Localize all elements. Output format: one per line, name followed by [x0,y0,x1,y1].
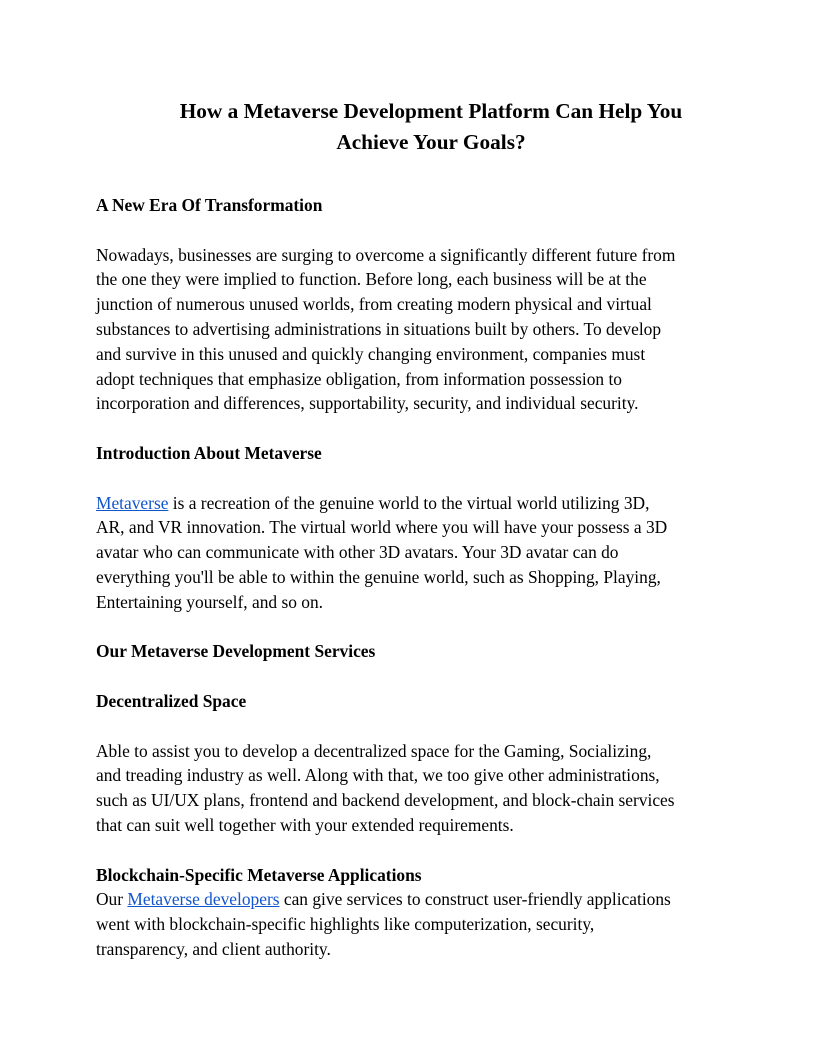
paragraph-line: adopt techniques that emphasize obligation, from information possession to [96,368,622,389]
paragraph-line-text: is a recreation of the genuine world to the virtual world utilizing 3D, [168,492,650,513]
paragraph-line: junction of numerous unused worlds, from creating modern physical and virtual [96,294,652,315]
paragraph-line: that can suit well together with your extended requirements. [96,814,514,835]
metaverse-link[interactable]: Metaverse [96,492,169,513]
paragraph-line: went with blockchain-specific highlights like computerization, security, [96,914,595,935]
paragraph-line: Able to assist you to develop a decentralized space for the Gaming, Socializing, [96,740,652,761]
paragraph-line [96,887,736,912]
paragraph-line: AR, and VR innovation. The virtual world where you will have your possess a 3D [96,517,668,538]
paragraph-line-prefix: Our [96,889,128,910]
paragraph-line: avatar who can communicate with other 3D avatars. Your 3D avatar can do [96,542,619,563]
section-heading-services: Our Metaverse Development Services [96,641,376,662]
paragraph-line: substances to advertising administrations in situations built by others. To develop [96,318,662,339]
paragraph-blockchain-applications [96,887,736,961]
section-heading-transformation: A New Era Of Transformation [96,195,323,215]
paragraph-line: and treading industry as well. Along with that, we too give other administrations, [96,765,660,786]
section-heading-decentralized-space: Decentralized Space [96,690,247,711]
section-heading-blockchain-applications: Blockchain-Specific Metaverse Applications [96,864,422,885]
paragraph-line: Nowadays, businesses are surging to overcome a significantly different future from [96,244,676,265]
paragraph-line: the one they were implied to function. Before long, each business will be at the [96,269,647,290]
paragraph-line [96,491,736,516]
paragraph-decentralized-space [96,739,736,838]
paragraph-line: everything you'll be able to within the genuine world, such as Shopping, Playing, [96,566,661,587]
paragraph-line: Entertaining yourself, and so on. [96,591,323,612]
paragraph-transformation [96,243,736,417]
paragraph-line: such as UI/UX plans, frontend and backend development, and block-chain services [96,790,675,811]
paragraph-line-text: can give services to construct user-friendly applications [279,889,671,910]
page-title [96,96,766,158]
section-heading-introduction: Introduction About Metaverse [96,442,322,463]
document-body [96,193,736,962]
title-line-1: How a Metaverse Development Platform Can Help You [179,99,683,123]
paragraph-line: transparency, and client authority. [96,938,331,959]
paragraph-line: incorporation and differences, supportability, security, and individual security. [96,393,639,414]
paragraph-line: and survive in this unused and quickly changing environment, companies must [96,343,646,364]
title-line-2: Achieve Your Goals? [336,130,526,154]
metaverse-developers-link[interactable]: Metaverse developers [127,889,280,910]
paragraph-introduction [96,491,736,615]
